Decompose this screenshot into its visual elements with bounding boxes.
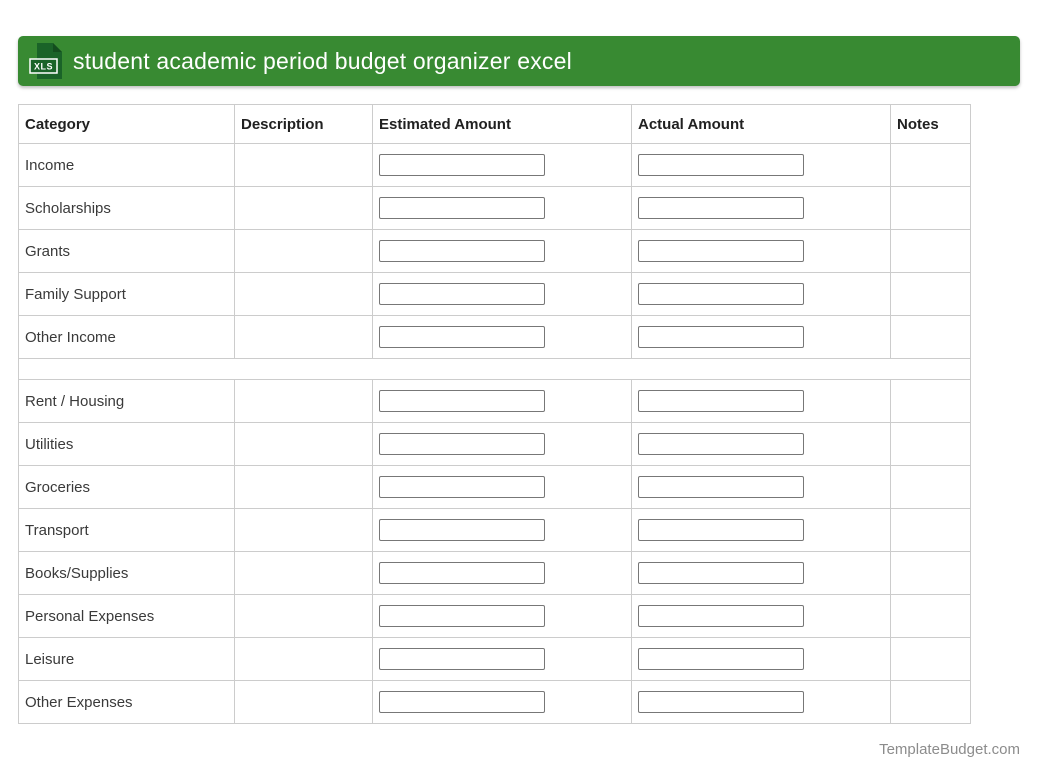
category-cell: Other Expenses [19,681,235,724]
table-row [19,380,971,423]
description-cell [235,316,373,359]
category-cell: Utilities [19,423,235,466]
table-row [19,144,971,187]
actual-amount-input[interactable] [638,390,804,412]
category-cell: Income [19,144,235,187]
footer-credit: TemplateBudget.com [879,741,1020,758]
actual-amount-input[interactable] [638,240,804,262]
table-row [19,230,971,273]
estimated-amount-input[interactable] [379,562,545,584]
notes-cell [891,273,971,316]
actual-amount-input[interactable] [638,519,804,541]
estimated-amount-input[interactable] [379,648,545,670]
header-notes: Notes [891,105,971,144]
description-cell [235,230,373,273]
table-row [19,509,971,552]
estimated-amount-input[interactable] [379,326,545,348]
xls-file-icon [29,42,63,80]
header-actual: Actual Amount [632,105,891,144]
table-row [19,466,971,509]
table-row [19,552,971,595]
category-cell: Groceries [19,466,235,509]
notes-cell [891,144,971,187]
budget-table [18,104,971,724]
table-row [19,187,971,230]
description-cell [235,380,373,423]
notes-cell [891,316,971,359]
estimated-amount-input[interactable] [379,390,545,412]
estimated-amount-input[interactable] [379,154,545,176]
notes-cell [891,509,971,552]
category-cell: Grants [19,230,235,273]
actual-amount-input[interactable] [638,691,804,713]
estimated-amount-input[interactable] [379,605,545,627]
table-row [19,681,971,724]
title-banner [18,36,1020,86]
description-cell [235,187,373,230]
description-cell [235,509,373,552]
notes-cell [891,380,971,423]
actual-amount-input[interactable] [638,197,804,219]
notes-cell [891,466,971,509]
actual-amount-input[interactable] [638,154,804,176]
description-cell [235,466,373,509]
description-cell [235,144,373,187]
header-estimated: Estimated Amount [373,105,632,144]
category-cell: Leisure [19,638,235,681]
header-description: Description [235,105,373,144]
table-row [19,638,971,681]
header-category: Category [19,105,235,144]
notes-cell [891,423,971,466]
estimated-amount-input[interactable] [379,519,545,541]
estimated-amount-input[interactable] [379,476,545,498]
category-cell: Other Income [19,316,235,359]
spacer-cell [19,359,971,380]
actual-amount-input[interactable] [638,648,804,670]
actual-amount-input[interactable] [638,476,804,498]
table-row [19,316,971,359]
description-cell [235,638,373,681]
notes-cell [891,638,971,681]
description-cell [235,552,373,595]
actual-amount-input[interactable] [638,326,804,348]
category-cell: Rent / Housing [19,380,235,423]
estimated-amount-input[interactable] [379,283,545,305]
actual-amount-input[interactable] [638,605,804,627]
spacer-row [19,359,971,380]
table-header-row [19,105,971,144]
actual-amount-input[interactable] [638,562,804,584]
notes-cell [891,681,971,724]
category-cell: Books/Supplies [19,552,235,595]
notes-cell [891,187,971,230]
description-cell [235,681,373,724]
description-cell [235,273,373,316]
actual-amount-input[interactable] [638,433,804,455]
category-cell: Family Support [19,273,235,316]
description-cell [235,595,373,638]
category-cell: Personal Expenses [19,595,235,638]
estimated-amount-input[interactable] [379,240,545,262]
category-cell: Scholarships [19,187,235,230]
table-row [19,273,971,316]
notes-cell [891,595,971,638]
table-row [19,423,971,466]
table-row [19,595,971,638]
xls-icon-label: XLS [33,61,54,72]
estimated-amount-input[interactable] [379,197,545,219]
actual-amount-input[interactable] [638,283,804,305]
estimated-amount-input[interactable] [379,433,545,455]
estimated-amount-input[interactable] [379,691,545,713]
notes-cell [891,552,971,595]
category-cell: Transport [19,509,235,552]
page-title: student academic period budget organizer excel [73,47,572,74]
description-cell [235,423,373,466]
notes-cell [891,230,971,273]
